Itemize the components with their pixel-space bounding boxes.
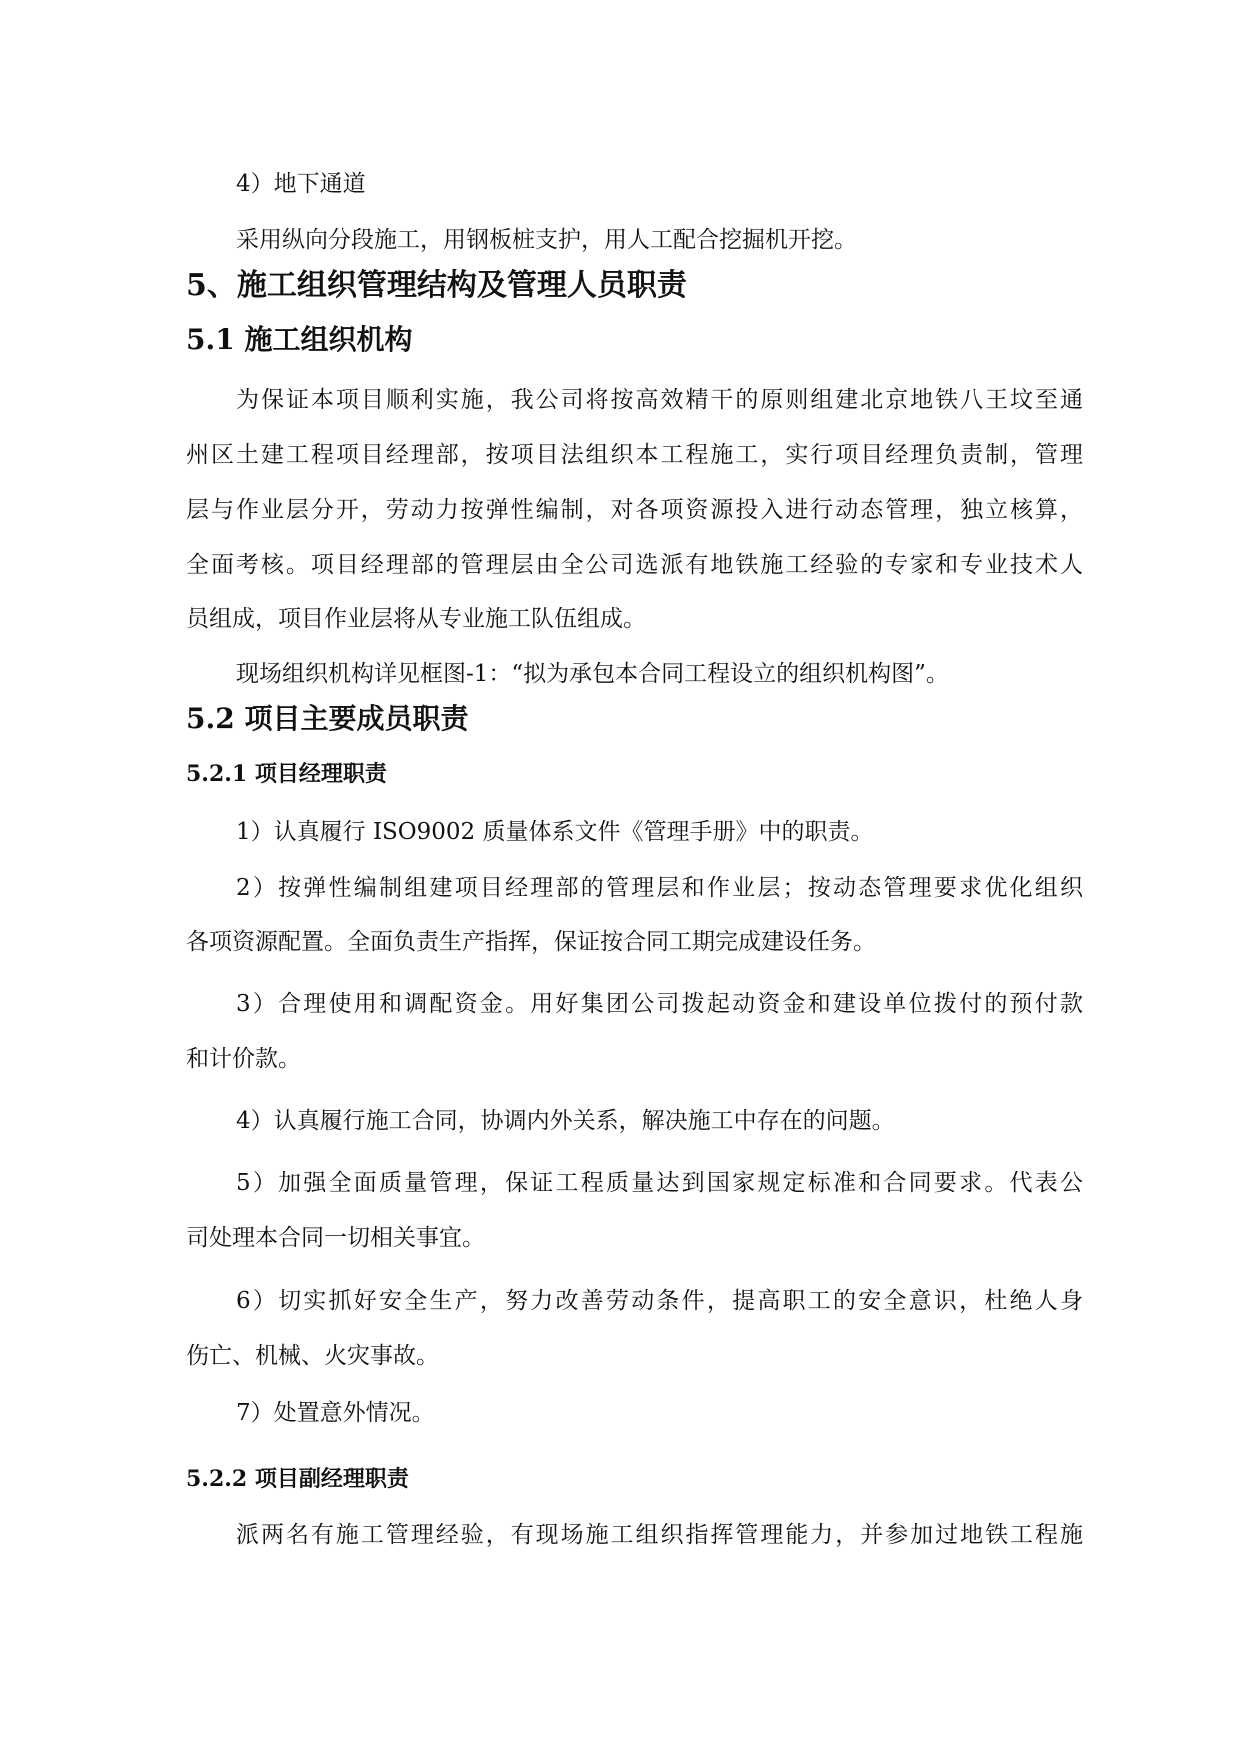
list-item: 6）切实抓好安全生产，努力改善劳动条件，提高职工的安全意识，杜绝人身	[236, 1288, 1083, 1314]
list-item: 4）认真履行施工合同，协调内外关系，解决施工中存在的问题。	[236, 1108, 895, 1134]
section-heading-5-2-2: 5.2.2 项目副经理职责	[186, 1466, 409, 1492]
section-heading-5: 5、施工组织管理结构及管理人员职责	[186, 268, 687, 303]
list-item-continuation: 伤亡、机械、火灾事故。	[186, 1343, 439, 1369]
list-item: 2）按弹性编制组建项目经理部的管理层和作业层；按动态管理要求优化组织	[236, 875, 1083, 901]
paragraph-line: 员组成，项目作业层将从专业施工队伍组成。	[186, 606, 646, 632]
list-item: 5）加强全面质量管理，保证工程质量达到国家规定标准和合同要求。代表公	[236, 1170, 1083, 1196]
list-item-underground-passage: 4）地下通道	[236, 171, 366, 197]
list-item-continuation: 各项资源配置。全面负责生产指挥，保证按合同工期完成建设任务。	[186, 929, 876, 955]
list-item-continuation: 司处理本合同一切相关事宜。	[186, 1225, 485, 1251]
list-item: 3）合理使用和调配资金。用好集团公司拨起动资金和建设单位拨付的预付款	[236, 991, 1083, 1017]
paragraph-line: 层与作业层分开，劳动力按弹性编制，对各项资源投入进行动态管理，独立核算，	[186, 497, 1083, 523]
section-heading-5-2: 5.2 项目主要成员职责	[186, 702, 469, 735]
list-item: 7）处置意外情况。	[236, 1400, 435, 1426]
section-heading-5-1: 5.1 施工组织机构	[186, 323, 413, 356]
paragraph-line: 州区土建工程项目经理部，按项目法组织本工程施工，实行项目经理负责制，管理	[186, 442, 1083, 468]
list-item-continuation: 和计价款。	[186, 1046, 301, 1072]
paragraph-construction-method: 采用纵向分段施工，用钢板桩支护，用人工配合挖掘机开挖。	[236, 227, 857, 253]
section-heading-5-2-1: 5.2.1 项目经理职责	[186, 761, 387, 787]
paragraph-line: 派两名有施工管理经验，有现场施工组织指挥管理能力，并参加过地铁工程施	[236, 1522, 1083, 1548]
list-item: 1）认真履行 ISO9002 质量体系文件《管理手册》中的职责。	[236, 819, 874, 845]
paragraph-org-chart-reference: 现场组织机构详见框图-1：“拟为承包本合同工程设立的组织机构图”。	[236, 661, 949, 687]
paragraph-line: 全面考核。项目经理部的管理层由全公司选派有地铁施工经验的专家和专业技术人	[186, 552, 1083, 578]
paragraph-line: 为保证本项目顺利实施，我公司将按高效精干的原则组建北京地铁八王坟至通	[236, 387, 1083, 413]
